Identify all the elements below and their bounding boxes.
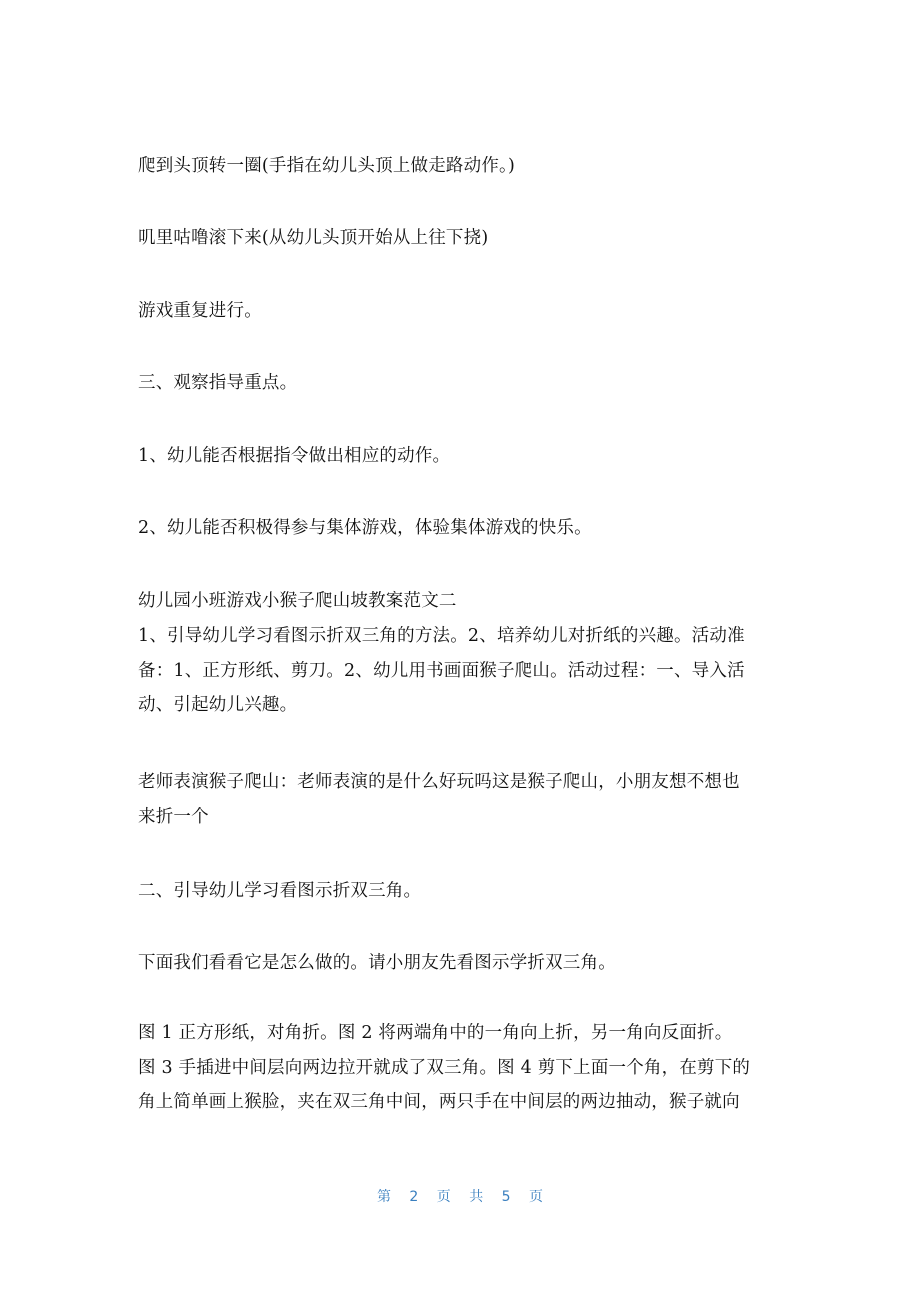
paragraph-teacher-demo [138,765,788,834]
paragraph-line: 图 1 正方形纸，对角折。图 2 将两端角中的一角向上折，另一角向反面折。 [138,1023,733,1043]
text-line: 游戏重复进行。 [138,301,262,321]
paragraph-line: 老师表演猴子爬山：老师表演的是什么好玩吗这是猴子爬山，小朋友想不想也 [138,772,740,792]
text-line: 2、幼儿能否积极得参与集体游戏，体验集体游戏的快乐。 [138,518,592,538]
paragraph-line: 备：1、正方形纸、剪刀。2、幼儿用书画面猴子爬山。活动过程：一、导入活 [138,660,745,681]
text-line: 下面我们看看它是怎么做的。请小朋友先看图示学折双三角。 [138,953,616,973]
paragraph-steps [138,1016,788,1120]
text-line: 1、幼儿能否根据指令做出相应的动作。 [138,446,451,466]
paragraph-line: 角上简单画上猴脸，夹在双三角中间，两只手在中间层的两边抽动，猴子就向 [138,1092,740,1112]
paragraph-objectives [138,619,788,723]
text-line: 叽里咕噜滚下来(从幼儿头顶开始从上往下挠) [138,228,489,248]
section-heading: 二、引导幼儿学习看图示折双三角。 [138,881,422,901]
section-heading: 三、观察指导重点。 [138,373,298,393]
paragraph-line: 动、引起幼儿兴趣。 [138,695,298,715]
paragraph-line: 来折一个 [138,806,209,827]
paragraph-line: 图 3 手插进中间层向两边拉开就成了双三角。图 4 剪下上面一个角，在剪下的 [138,1057,751,1078]
page-number-footer: 第 2 页 共 5 页 [376,1189,544,1205]
paragraph-line: 1、引导幼儿学习看图示折双三角的方法。2、培养幼儿对折纸的兴趣。活动准 [138,626,745,646]
text-line: 爬到头顶转一圈(手指在幼儿头顶上做走路动作。) [138,156,516,176]
article-title: 幼儿园小班游戏小猴子爬山坡教案范文二 [138,591,457,611]
